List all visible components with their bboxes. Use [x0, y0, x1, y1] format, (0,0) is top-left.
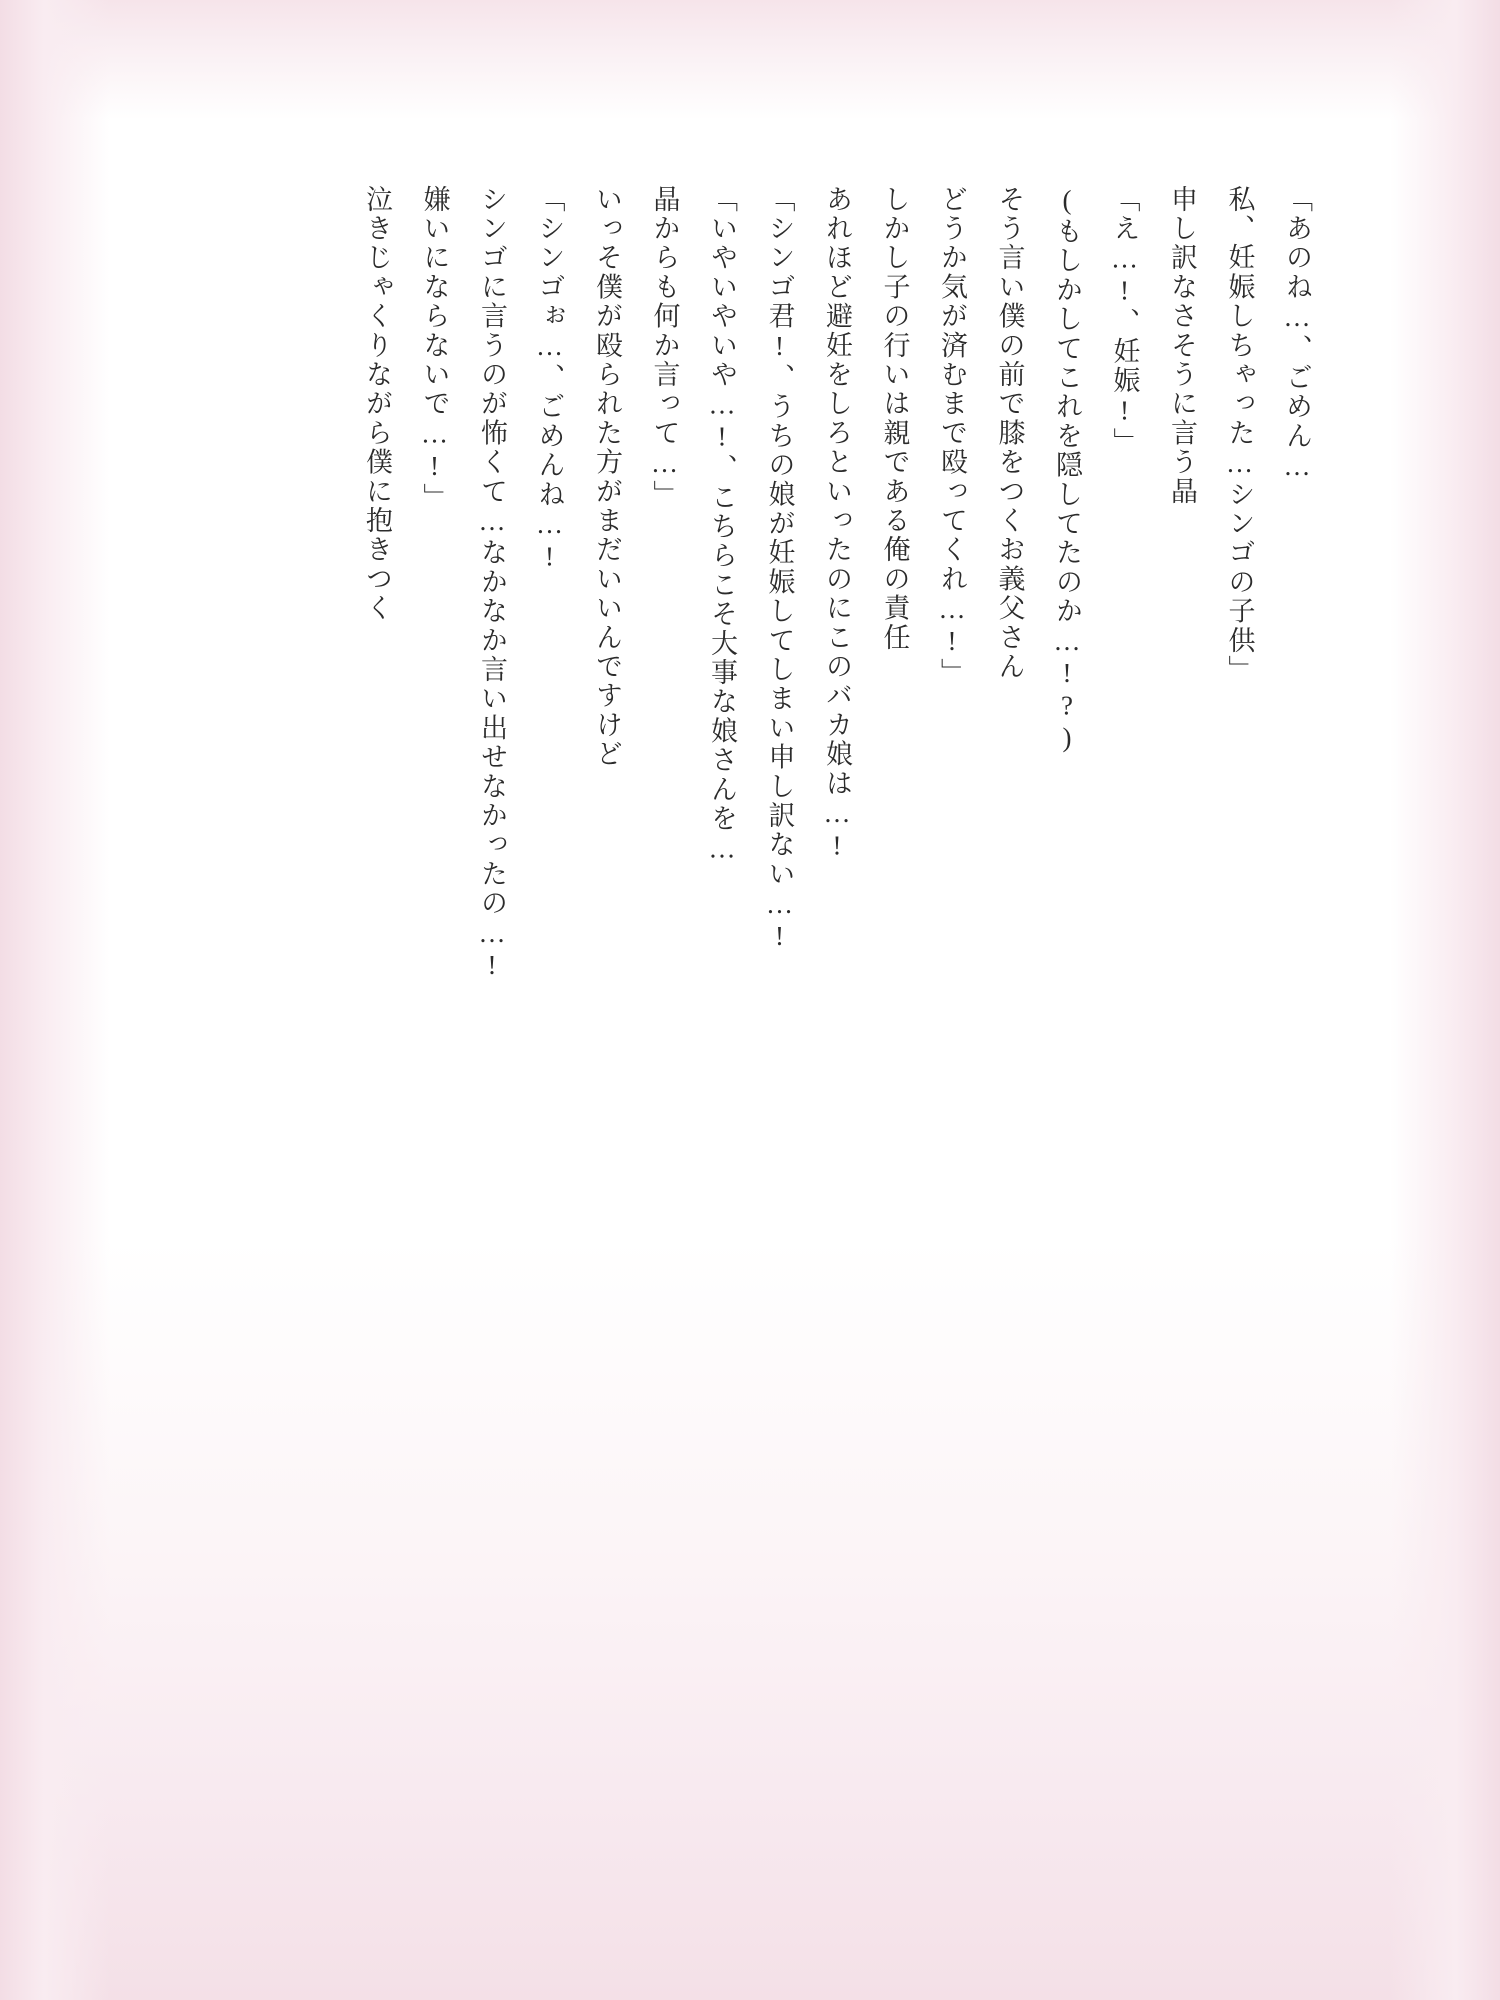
page-edge-gradient-top [0, 0, 1500, 120]
story-line: 「あのね…、ごめん… [1282, 185, 1312, 483]
story-line: 「シンゴ君!、うちの娘が妊娠してしまい申し訳ない…! [764, 185, 795, 954]
page-edge-gradient-left [0, 0, 110, 2000]
story-line: 「え…!、妊娠!」 [1109, 185, 1140, 457]
story-line: 申し訳なさそうに言う晶 [1167, 185, 1197, 507]
story-line: 「いやいやいや…!、こちらこそ大事な娘さんを… [707, 185, 737, 866]
story-line: 私、妊娠しちゃった…シンゴの子供」 [1224, 185, 1255, 685]
story-line: そう言い僕の前で膝をつくお義父さん [994, 185, 1025, 682]
story-line: どうか気が済むまで殴ってくれ…!」 [937, 185, 967, 688]
page-edge-gradient-right [1390, 0, 1500, 2000]
story-line: 「シンゴぉ…、ごめんね…! [534, 185, 565, 574]
story-line: あれほど避妊をしろといったのにこのバカ娘は…! [822, 185, 852, 863]
story-text-block [348, 185, 1326, 1035]
story-line: いっそ僕が殴られた方がまだいいんですけど [592, 185, 622, 769]
story-line: しかし子の行いは親である俺の責任 [879, 185, 910, 653]
story-line: (もしかしてこれを隠してたのか…!?) [1052, 185, 1082, 755]
story-line: 泣きじゃくりながら僕に抱きつく [362, 185, 392, 623]
page-edge-gradient-bottom [0, 1240, 1500, 2000]
story-line: 晶からも何か言って…」 [649, 185, 680, 510]
story-line: 嫌いにならないで…!」 [419, 185, 450, 513]
story-line: シンゴに言うのが怖くて…なかなか言い出せなかったの…! [477, 185, 507, 983]
